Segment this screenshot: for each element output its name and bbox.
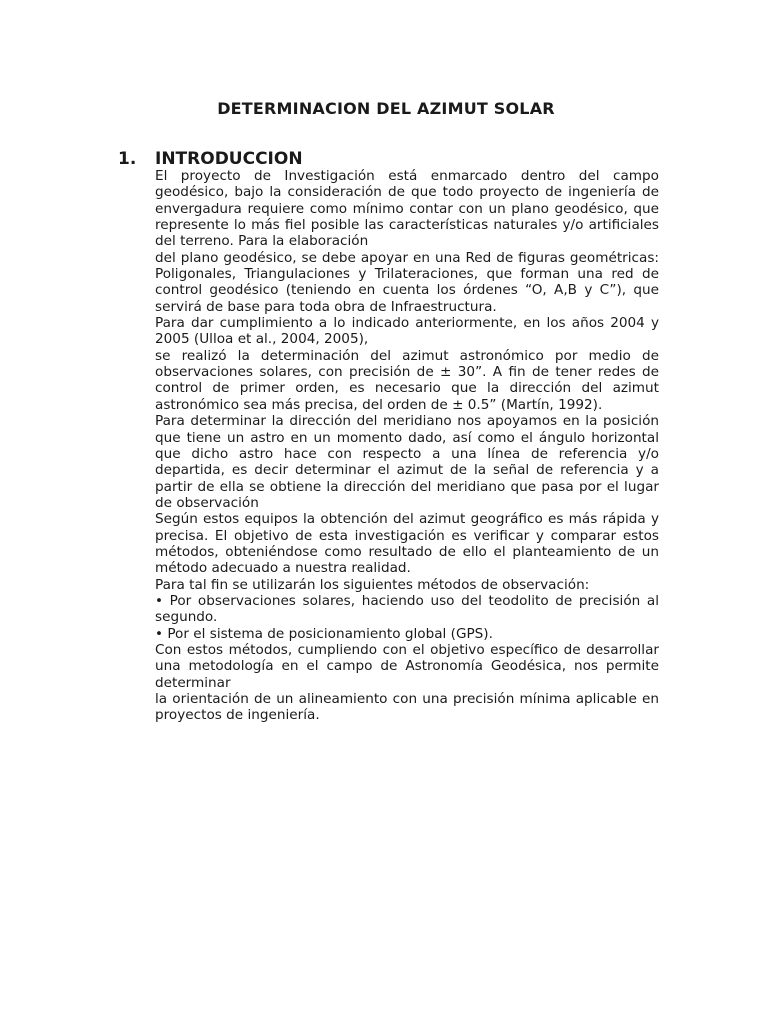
paragraph: El proyecto de Investigación está enmarcado dentro del campo geodésico, bajo la consideración de que todo proyecto de ingeniería de envergadura requiere como mínimo contar con un plano geodésico, que represente lo más fiel posible las características naturales y/o artificiales del terreno. Para la elaboración	[155, 168, 659, 250]
paragraph: Para dar cumplimiento a lo indicado anteriormente, en los años 2004 y 2005 (Ulloa et al., 2004, 2005),	[155, 315, 659, 348]
paragraph: Con estos métodos, cumpliendo con el objetivo específico de desarrollar una metodología en el campo de Astronomía Geodésica, nos permite determinar	[155, 641, 659, 691]
section-body	[155, 168, 659, 724]
paragraph: Para determinar la dirección del meridiano nos apoyamos en la posición que tiene un astro en un momento dado, así como el ángulo horizontal que dicho astro hace con respecto a una línea de referencia y/o departida, es decir determinar el azimut de la señal de referencia y a partir de ella se obtiene la dirección del meridiano que pasa por el lugar de observación	[155, 413, 659, 511]
section-heading	[118, 149, 303, 169]
document-title: DETERMINACION DEL AZIMUT SOLAR	[217, 99, 555, 118]
section-title: INTRODUCCION	[155, 149, 303, 169]
paragraph: se realizó la determinación del azimut astronómico por medio de observaciones solares, con precisión de ± 30”. A fin de tener redes de control de primer orden, es necesario que la dirección del azimut astronómico sea más precisa, del orden de ± 0.5” (Martín, 1992).	[155, 347, 659, 413]
section-number: 1.	[118, 149, 137, 169]
paragraph: del plano geodésico, se debe apoyar en una Red de figuras geométricas: Poligonales, Triangulaciones y Trilateraciones, que forman una red de control geodésico (teniendo en cuenta los órdenes “O, A,B y C”), que servirá de base para toda obra de Infraestructura.	[155, 249, 659, 315]
paragraph: Para tal fin se utilizarán los siguientes métodos de observación:	[155, 576, 590, 593]
bullet-item: • Por el sistema de posicionamiento global (GPS).	[155, 625, 493, 642]
paragraph: la orientación de un alineamiento con una precisión mínima aplicable en proyectos de ingeniería.	[155, 691, 659, 724]
paragraph: Según estos equipos la obtención del azimut geográfico es más rápida y precisa. El objetivo de esta investigación es verificar y comparar estos métodos, obteniéndose como resultado de ello el planteamiento de un método adecuado a nuestra realidad.	[155, 511, 659, 577]
bullet-item: • Por observaciones solares, haciendo uso del teodolito de precisión al segundo.	[155, 592, 659, 626]
